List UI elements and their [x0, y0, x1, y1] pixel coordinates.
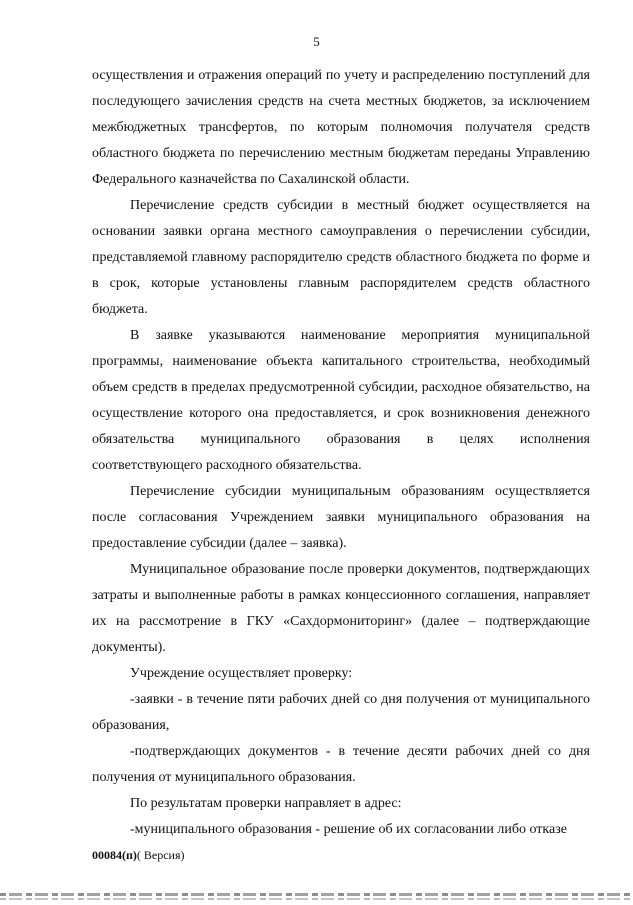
page-number: 5: [313, 34, 320, 49]
footer-version: ( Версия): [136, 848, 185, 862]
paragraph-continuation: осуществления и отражения операций по учету и распределению поступлений для последующего зачисления средств на счета местных бюджетов, за исключением межбюджетных трансфертов, по которым полномочия получателя средств областного бюджета по перечислению местным бюджетам переданы Управлению Федерального казначейства по Сахалинской области.: [92, 68, 590, 187]
list-item-municipality-decision: -муниципального образования - решение об их согласовании либо отказе: [130, 822, 567, 837]
footer-code-number: 00084(п): [92, 848, 137, 862]
paragraph-transfer-basis: Перечисление средств субсидии в местный бюджет осуществляется на основании заявки органа местного самоуправления о перечислении субсидии, представляемой главному распорядителю средств областного бюджета по форме и в срок, которые установлены главным распорядителем средств областного бюджета.: [92, 198, 590, 317]
paragraph-transfer-approval: Перечисление субсидии муниципальным образованиям осуществляется после согласования Учреждением заявки муниципального образования на предоставление субсидии (далее – заявка).: [92, 484, 590, 551]
scan-artifact-line: [0, 893, 633, 896]
paragraph-supporting-documents: Муниципальное образование после проверки документов, подтверждающих затраты и выполненные работы в рамках концессионного соглашения, направляет их на рассмотрение в ГКУ «Сахдормониторинг» (далее – подтверждающие документы).: [92, 562, 590, 655]
document-footer-code: [92, 848, 185, 863]
document-body: [92, 63, 590, 843]
paragraph-results-intro: По результатам проверки направляет в адрес:: [130, 796, 402, 811]
list-item-documents-check: -подтверждающих документов - в течение десяти рабочих дней со дня получения от муниципального образования.: [92, 744, 590, 785]
list-item-application-check: -заявки - в течение пяти рабочих дней со дня получения от муниципального образования,: [92, 692, 590, 733]
paragraph-verification-intro: Учреждение осуществляет проверку:: [130, 666, 353, 681]
paragraph-application-contents: В заявке указываются наименование мероприятия муниципальной программы, наименование объекта капитального строительства, необходимый объем средств в пределах предусмотренной субсидии, расходное обязательство, на осуществление которого она предоставляется, и срок возникновения денежного обязательства муниципального образования в целях исполнения соответствующего расходного обязательства.: [92, 328, 590, 473]
scan-artifact-line: [0, 898, 633, 900]
